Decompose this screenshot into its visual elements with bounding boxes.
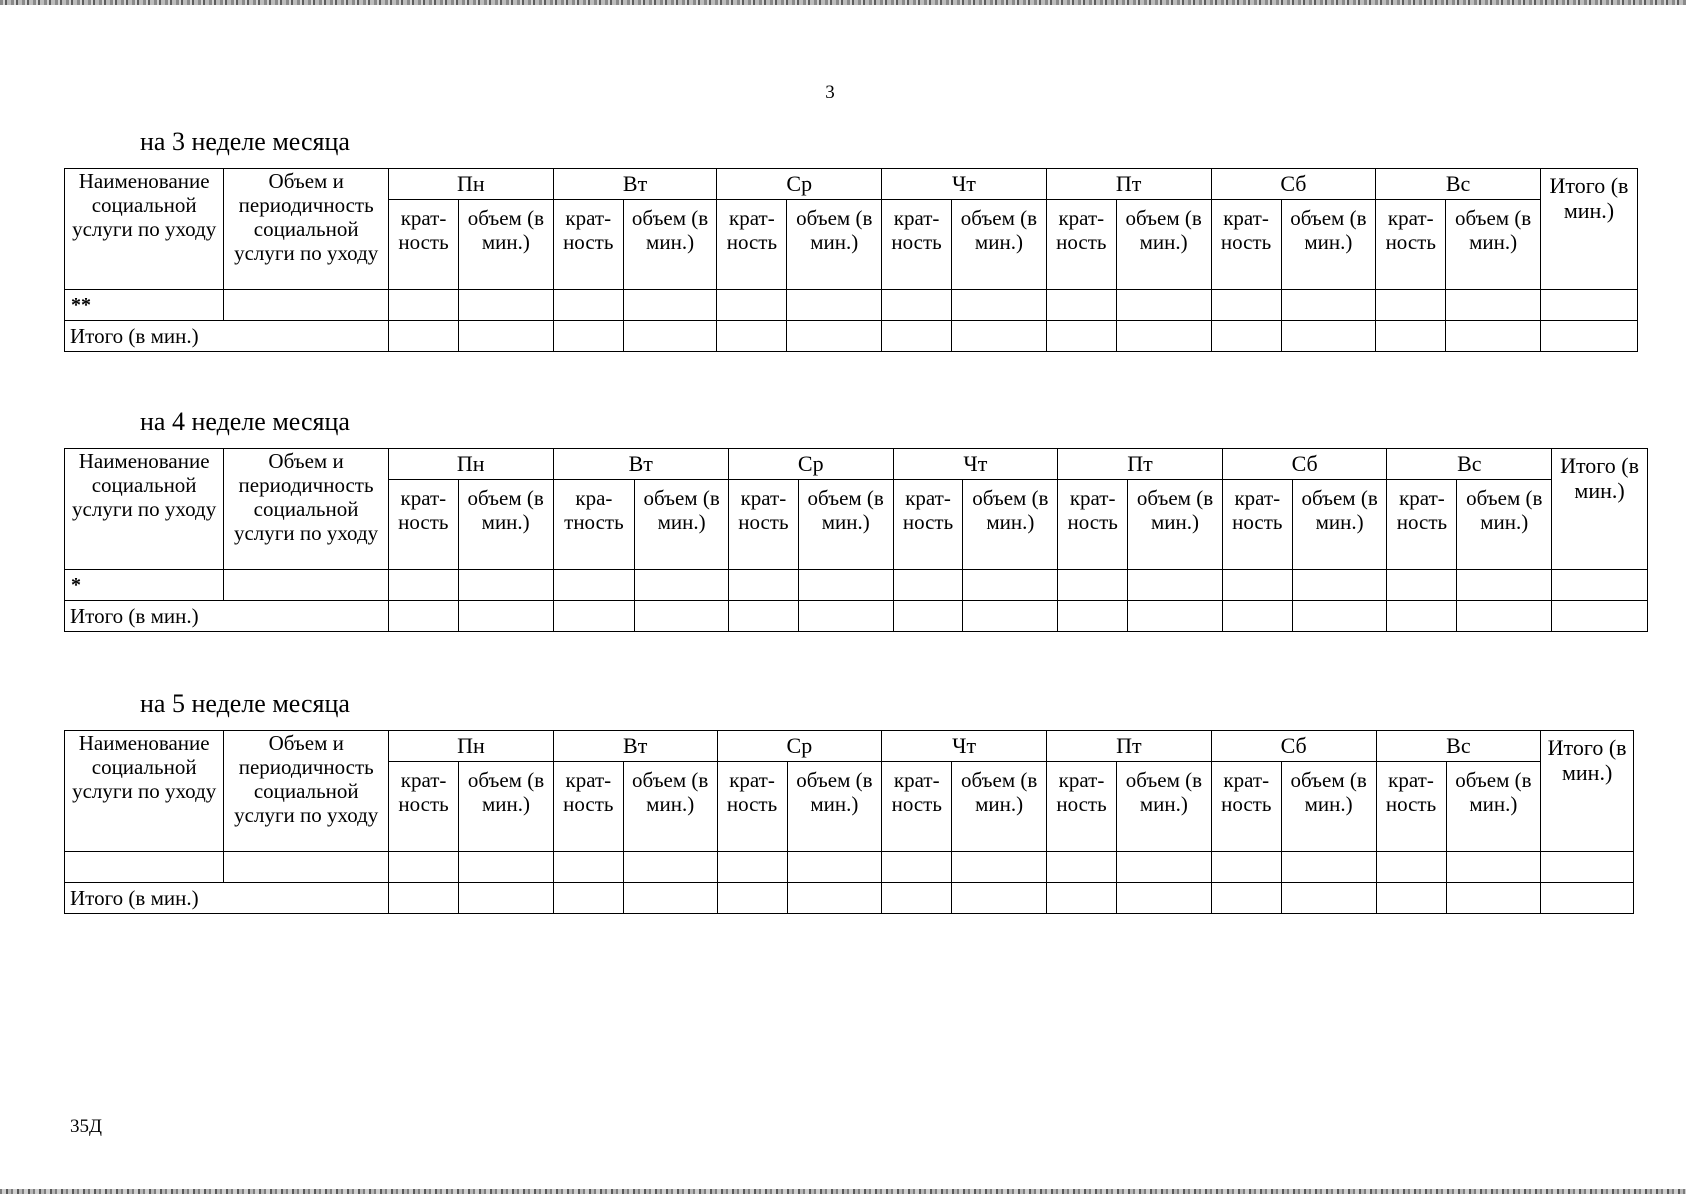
- header-frequency: крат-ность: [388, 480, 458, 570]
- cell: [389, 883, 459, 914]
- header-volume: объем (в мин.): [1128, 480, 1223, 570]
- cell: [459, 290, 554, 321]
- cell: [1281, 290, 1376, 321]
- header-volume: объем (в мин.): [1117, 762, 1212, 852]
- cell: [1047, 883, 1117, 914]
- cell: [389, 290, 459, 321]
- cell: [893, 570, 963, 601]
- cell: [623, 290, 717, 321]
- week-3-schedule-table: [64, 168, 1638, 352]
- cell: [882, 852, 952, 883]
- cell: [1446, 852, 1541, 883]
- header-frequency: крат-ность: [882, 762, 952, 852]
- header-day-tue: Вт: [553, 169, 717, 200]
- header-volume: объем (в мин.): [623, 200, 717, 290]
- total-row-label: Итого (в мин.): [65, 601, 389, 632]
- cell: [798, 570, 893, 601]
- total-row: [65, 883, 1634, 914]
- cell: [1376, 290, 1446, 321]
- header-frequency: крат-ность: [1376, 200, 1446, 290]
- week-5-title: на 5 неделе месяца: [140, 689, 350, 718]
- header-frequency: кра-тность: [553, 480, 635, 570]
- header-day-thu: Чт: [882, 169, 1047, 200]
- cell: [963, 601, 1058, 632]
- header-volume: объем (в мин.): [459, 200, 554, 290]
- cell: [623, 883, 717, 914]
- cell: [1540, 290, 1637, 321]
- cell: [1376, 883, 1446, 914]
- header-frequency: крат-ность: [1222, 480, 1292, 570]
- header-frequency: крат-ность: [1387, 480, 1457, 570]
- cell: [728, 570, 798, 601]
- header-volume: объем (в мин.): [798, 480, 893, 570]
- header-frequency: крат-ность: [553, 200, 623, 290]
- cell: [1058, 601, 1128, 632]
- cell: [553, 290, 623, 321]
- header-total: Итого (в мин.): [1552, 449, 1648, 570]
- header-day-sat: Сб: [1222, 449, 1387, 480]
- header-day-sun: Вс: [1387, 449, 1552, 480]
- header-volume: объем (в мин.): [1457, 480, 1552, 570]
- cell: [1116, 321, 1211, 352]
- header-volume: объем (в мин.): [1446, 200, 1541, 290]
- cell: [553, 321, 623, 352]
- cell: [1457, 601, 1552, 632]
- header-volume: объем (в мин.): [1116, 200, 1211, 290]
- cell: [893, 601, 963, 632]
- cell: [787, 321, 882, 352]
- cell: [224, 570, 389, 601]
- cell: [1128, 570, 1223, 601]
- cell: [1128, 601, 1223, 632]
- header-volume: объем (в мин.): [787, 200, 882, 290]
- header-volume: объем (в мин.): [459, 762, 554, 852]
- cell: [787, 883, 882, 914]
- row-marker: **: [65, 290, 224, 321]
- cell: [1446, 321, 1541, 352]
- header-frequency: крат-ность: [893, 480, 963, 570]
- header-volume: объем (в мин.): [623, 762, 717, 852]
- cell: [963, 570, 1058, 601]
- cell: [1116, 290, 1211, 321]
- header-volume: объем (в мин.): [1281, 762, 1376, 852]
- header-service-name: Наименование социальной услуги по уходу: [65, 449, 224, 570]
- header-volume-periodicity: Объем и периодичность социальной услуги по уходу: [224, 449, 389, 570]
- cell: [1387, 570, 1457, 601]
- cell: [1376, 321, 1446, 352]
- cell: [1292, 601, 1387, 632]
- header-volume: объем (в мин.): [1292, 480, 1387, 570]
- header-frequency: крат-ность: [728, 480, 798, 570]
- header-day-fri: Пт: [1046, 169, 1211, 200]
- cell: [553, 570, 635, 601]
- cell: [1117, 852, 1212, 883]
- week-5-schedule-table: [64, 730, 1634, 914]
- header-frequency: крат-ность: [1058, 480, 1128, 570]
- cell: [1117, 883, 1212, 914]
- cell: [459, 883, 554, 914]
- cell: [1552, 570, 1648, 601]
- cell: [717, 321, 787, 352]
- cell: [1292, 570, 1387, 601]
- cell: [717, 290, 787, 321]
- table-row: [65, 290, 1638, 321]
- cell: [388, 570, 458, 601]
- header-volume: объем (в мин.): [952, 762, 1047, 852]
- cell: [1540, 321, 1637, 352]
- cell: [787, 290, 882, 321]
- header-frequency: крат-ность: [1046, 200, 1116, 290]
- header-day-wed: Ср: [717, 731, 882, 762]
- cell: [1211, 290, 1281, 321]
- header-frequency: крат-ность: [389, 762, 459, 852]
- cell: [1541, 852, 1634, 883]
- cell: [952, 883, 1047, 914]
- header-service-name: Наименование социальной услуги по уходу: [65, 731, 224, 852]
- header-day-sun: Вс: [1376, 169, 1541, 200]
- table-row: [65, 570, 1648, 601]
- cell: [952, 321, 1047, 352]
- cell: [635, 601, 729, 632]
- total-row-label: Итого (в мин.): [65, 321, 389, 352]
- header-day-fri: Пт: [1047, 731, 1212, 762]
- header-day-tue: Вт: [553, 731, 717, 762]
- cell: [389, 852, 459, 883]
- header-frequency: крат-ность: [882, 200, 952, 290]
- header-frequency: крат-ность: [1047, 762, 1117, 852]
- cell: [1281, 852, 1376, 883]
- header-day-thu: Чт: [882, 731, 1047, 762]
- cell: [1457, 570, 1552, 601]
- scan-edge-bottom: [0, 1189, 1686, 1194]
- cell: [553, 601, 635, 632]
- header-volume: объем (в мин.): [1446, 762, 1541, 852]
- header-day-fri: Пт: [1058, 449, 1223, 480]
- cell: [459, 321, 554, 352]
- header-day-sat: Сб: [1211, 731, 1376, 762]
- cell: [1222, 601, 1292, 632]
- cell: [224, 290, 389, 321]
- header-day-sat: Сб: [1211, 169, 1376, 200]
- cell: [1281, 883, 1376, 914]
- cell: [635, 570, 729, 601]
- total-row-label: Итого (в мин.): [65, 883, 389, 914]
- cell: [1552, 601, 1648, 632]
- header-volume: объем (в мин.): [787, 762, 882, 852]
- cell: [1211, 883, 1281, 914]
- header-frequency: крат-ность: [717, 200, 787, 290]
- header-frequency: крат-ность: [1211, 200, 1281, 290]
- cell: [1376, 852, 1446, 883]
- page-number: 3: [825, 82, 835, 103]
- cell: [1211, 852, 1281, 883]
- cell: [1541, 883, 1634, 914]
- cell: [553, 883, 623, 914]
- header-day-mon: Пн: [388, 449, 553, 480]
- header-volume-periodicity: Объем и периодичность социальной услуги по уходу: [224, 169, 389, 290]
- total-row: [65, 321, 1638, 352]
- row-marker: *: [65, 570, 224, 601]
- cell: [389, 321, 459, 352]
- header-frequency: крат-ность: [717, 762, 787, 852]
- cell: [1046, 321, 1116, 352]
- cell: [458, 601, 553, 632]
- table-row: [65, 852, 1634, 883]
- row-marker: [65, 852, 224, 883]
- footer-code: 35Д: [70, 1116, 102, 1137]
- cell: [1222, 570, 1292, 601]
- cell: [224, 852, 389, 883]
- cell: [1446, 883, 1541, 914]
- cell: [1281, 321, 1376, 352]
- cell: [1446, 290, 1541, 321]
- week-3-title: на 3 неделе месяца: [140, 127, 350, 156]
- week-4-title: на 4 неделе месяца: [140, 407, 350, 436]
- cell: [1046, 290, 1116, 321]
- cell: [459, 852, 554, 883]
- cell: [1211, 321, 1281, 352]
- cell: [787, 852, 882, 883]
- cell: [798, 601, 893, 632]
- cell: [388, 601, 458, 632]
- cell: [882, 321, 952, 352]
- header-day-mon: Пн: [389, 731, 554, 762]
- cell: [553, 852, 623, 883]
- cell: [952, 290, 1047, 321]
- cell: [728, 601, 798, 632]
- header-frequency: крат-ность: [553, 762, 623, 852]
- scan-edge-top: [0, 0, 1686, 5]
- cell: [1387, 601, 1457, 632]
- cell: [717, 883, 787, 914]
- cell: [458, 570, 553, 601]
- week-4-schedule-table: [64, 448, 1648, 632]
- header-service-name: Наименование социальной услуги по уходу: [65, 169, 224, 290]
- header-volume: объем (в мин.): [963, 480, 1058, 570]
- cell: [717, 852, 787, 883]
- cell: [623, 321, 717, 352]
- total-row: [65, 601, 1648, 632]
- cell: [882, 290, 952, 321]
- header-total: Итого (в мин.): [1541, 731, 1634, 852]
- header-volume: объем (в мин.): [1281, 200, 1376, 290]
- header-frequency: крат-ность: [389, 200, 459, 290]
- header-frequency: крат-ность: [1211, 762, 1281, 852]
- header-day-wed: Ср: [717, 169, 882, 200]
- header-day-wed: Ср: [728, 449, 893, 480]
- header-volume: объем (в мин.): [635, 480, 729, 570]
- cell: [952, 852, 1047, 883]
- header-day-mon: Пн: [389, 169, 554, 200]
- header-volume: объем (в мин.): [952, 200, 1047, 290]
- header-volume: объем (в мин.): [458, 480, 553, 570]
- cell: [1058, 570, 1128, 601]
- cell: [623, 852, 717, 883]
- header-volume-periodicity: Объем и периодичность социальной услуги по уходу: [224, 731, 389, 852]
- cell: [1047, 852, 1117, 883]
- header-day-sun: Вс: [1376, 731, 1541, 762]
- header-day-thu: Чт: [893, 449, 1058, 480]
- cell: [882, 883, 952, 914]
- header-total: Итого (в мин.): [1540, 169, 1637, 290]
- header-frequency: крат-ность: [1376, 762, 1446, 852]
- header-day-tue: Вт: [553, 449, 728, 480]
